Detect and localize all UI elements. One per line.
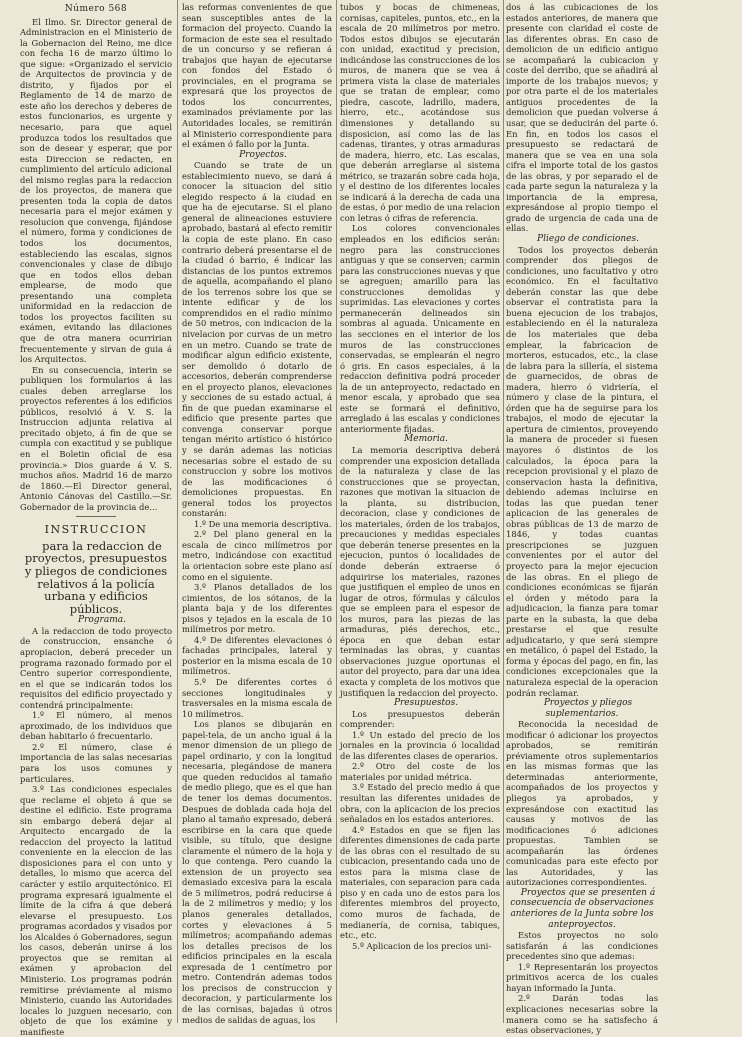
paragraph: las reformas convenientes de que sean susceptibles antes de la formacion del proyecto. Cuando la formacion de este sea el resultado de un concurso y se refieran á trabajos que hayan de ejecutarse con fondos del Estado ó provinciales, en el programa se expresará que los proyectos de todos los concurrentes, examinados préviamente por las Autoridades locales, se remitirán al Ministerio correspondiente para el exámen ó fallo por la Junta. xyxy=(182,2,332,150)
paragraph: Cuando se trate de un establecimiento nuevo, se dará á conocer la situacion del sitio elegido respecto á la ciudad en que ha de ejecutarse. Si el plano general de alineaciones estuviere aprobado, bastará al efecto remitir la copia de este plano. En caso contrario deberá presentarse el de la ciudad ó barrio, é indicar las distancias de los puntos extremos de aquella, acompañando el plano de los terrenos sobre los que se intente edificar y de los comprendidos en el radio mínimo de 50 metros, con indicacion de la nivelacion por curvas de un metro en un metro. Cuando se trate de modificar algun edificio existente, ser demolido ó dotarlo de accesorios, deberán comprenderse en el proyecto planos, elevaciones y secciones de su estado actual, á fin de que puedan examinarse el edificio que presente partes que convenga conservar porque tengan mérito artístico ó histórico y se darán ademas las noticias necesarias sobre el estado de su construccion y sobre los motivos de las modificaciones ó demoliciones propuestas. En general todos los proyectos constarán: xyxy=(182,160,332,519)
column-rule xyxy=(177,0,178,1023)
paragraph: A la redaccion de todo proyecto de construccion, ensanche ó apropiacion, deberá preceder un programa razonado formado por el Centro superior correspondiente, en el que se indicarán todos los requisitos del edificio proyectado y contendrá principalmente: xyxy=(20,625,172,710)
column-3 xyxy=(340,2,500,1025)
paragraph: La memoria descriptiva deberá comprender una exposicion detallada de la naturaleza y clase de las construcciones que se proyectan, razones que motivan la situacion de la planta, su distribucion, decoracion, clase y condiciones de los materiales, órden de los trabajos, precauciones y medidas especiales que deberán tenerse presentes en la ejecucion, puntos ó localidades de donde deberán extraerse ó adquirirse los materiales, razones que justifiquen el empleo de unos en lugar de otros, fórmulas y cálculos que se empleen para el espesor de los muros, para las piezas de las armaduras, piés derechos, etc., época en que deban estar terminadas las obras, y cuantas observaciones juzgue oportunas el autor del proyecto, para dar una idea exacta y completa de los motivos que justifiquen la redaccion del proyecto. xyxy=(340,444,500,698)
paragraph: 5.º Aplicacion de los precios uni- xyxy=(352,940,492,951)
paragraph: 2.º Del plano general en la escala de cinco milímetros por metro, indicándose con exactitud la orientacion sobre este plano así como en el siguiente. xyxy=(182,529,332,582)
paragraph: 1.º El número, al menos aproximado, de los individuos que deban habitarlo ó frecuentarlo. xyxy=(20,710,172,742)
paragraph: En su consecuencia, interin se publiquen los formularios á las cuales deben arreglarse los proyectos referentes á los edificios públicos, resolvió á V. S. la Instruccion adjunta relativa al precitado objeto, á fin de que se cumpla con exactitud y se publique en el Boletin oficial de esa provincia.» Dios guarde á V. S. muchos años. Madrid 16 de marzo de 1860.—El Director general, Antonio Cánovas del Castillo.—Sr. Gobernador de la provincia de... xyxy=(20,364,172,512)
paragraph: 4.º De diferentes elevaciones ó fachadas principales, lateral y posterior en la misma escala de 10 milímetros. xyxy=(182,634,332,677)
paragraph: 1.º Representarán los proyectos primitivos acerca de los cuales hayan informado la Junta. xyxy=(506,961,658,993)
section-heading: Proyectos y pliegos suplementarios. xyxy=(543,698,633,719)
paragraph: 3.º Las condiciones especiales que reclame el objeto á que se destine el edificio. Este programa sin embargo deberá dejar al Arquitecto encargado de la redaccion del proyecto la latitud conveniente en la eleccion de las disposiciones para el con unto y detalles, lo mismo que acerca del carácter y estilo arquitectónico. El programa expresará igualmente el límite de la cifra á que deberá elevarse el presupuesto. Los programas acordados y visados por los Alcaldes ó Gobernadores, segun los casos, deberán unirse á los proyectos que se remitan al exámen y aprobacion del Ministerio. Los programas podrán remitirse préviamente al mismo Ministerio, cuando las Autoridades locales lo juzguen necesario, con objeto de que los exámine y manifieste xyxy=(20,784,172,1037)
paragraph: Reconocida la necesidad de modificar ó adicionar los proyectos aprobados, se remitirán préviamente otros suplementarios en las mismas formas que las determinadas anteriormente, acompañados de los proyectos y pliegos ya aprobados, y expresándose con exactitud las causas y motivos de las modificaciones ó adiciones propuestas. Tambien se acompañarán las órdenes comunicadas para este efecto por las Autoridades, y las autorizaciones correspondientes. xyxy=(506,719,658,888)
paragraph: tubos y bocas de chimeneas, cornisas, capiteles, puntos, etc., en la escala de 20 milímetros por metro. Todos estos dibujos se ejecutarán con unidad, exactitud y precision, indicándose las construcciones de los muros, de manera que se vea á primera vista la clase de materiales que se tratan de emplear, como piedra, cascote, ladrillo, madera, hierro, etc., acotándose sus dimensiones y detallando su disposicion, así como las de las cadenas, tirantes, y otras armaduras de madera, hierro, etc. Las escalas, que deberán arreglarse al sistema métrico, se trazarán sobre cada hoja, y el destino de los diferentes locales se indicará á la derecha de cada una de estas, ó por medio de una relacion con letras ó cifras de referencia. xyxy=(340,2,500,223)
paragraph: 2.º Otro del coste de los materiales por unidad métrica. xyxy=(340,761,500,782)
section-heading: Memoria. xyxy=(404,434,448,445)
section-heading: Programa. xyxy=(78,615,126,626)
section-heading: Proyectos que se presenten á consecuencia de observaciones anteriores de la Junta sobre los anteproyectos. xyxy=(510,887,656,930)
paragraph: 1.º De una memoria descriptiva. xyxy=(194,518,332,529)
instruction-title: INSTRUCCION xyxy=(44,523,148,537)
column-rule xyxy=(503,0,504,1023)
paragraph: 3.º Estado del precio medio á que resultan las diferentes unidades de obra, con la aplicacion de los precios señalados en los estados anteriores. xyxy=(340,782,500,825)
column-2 xyxy=(182,2,332,1025)
divider xyxy=(76,516,116,517)
issue-number: Número 568 xyxy=(64,4,128,14)
section-heading: Presupuestos. xyxy=(393,698,459,709)
paragraph: Los planos se dibujarán en papel-tela, de un ancho igual á la menor dimension de un pliego de papel ordinario, y con la longitud necesaria, plegándose de manera que queden reducidos al tamaño de medio pliego, que es el que han de tener los demas documentos. Despues de doblada cada hoja del plano al tamaño expresado, deberá escribirse en la cara que quede visible, su título, que designe claramente el número de la hoja y lo que contenga. Pero cuando la extension de un proyecto sea demasiado excesiva para la escala de 5 milímetros, podrá reducirse á la de 2 milímetros y medio; y los planos generales detallados, cortes y elevaciones á 5 milímetros; acompañando ademas los detalles precisos de los edificios principales en la escala expresada de 1 centímetro por metro. Contendrán ademas todos los precisos de construccion y decoracion, y particularmente los de las cornisas, bajadas ú otros medios de salidas de aguas, los xyxy=(182,719,332,1025)
column-4 xyxy=(506,2,658,1036)
paragraph: Todos los proyectos deberán comprender dos pliegos de condiciones, uno facultativo y otro económico. En el facultativo deberán constar las que debe observar el contratista para la buena ejecucion de los trabajos, estableciendo en él la naturaleza de los materiales que deba emplear, la fabricacion de morteros, estucados, etc., la clase de labra para la sillería, el sistema de guarnecidos, de obras de madera, hierro ó vidriería, el número y clase de la pintura, el órden que ha de seguirse para los trabajos, el modo de ejecutar la apertura de cimientos, proveyendo la manera de proceder si fuesen mayores ó distintos de los calculados, la época para la recepcion provisional y el plazo de conservacion hasta la definitiva, debiendo ademas incluirse en todas las que puedan tener aplicacion de las generales de obras públicas de 13 de marzo de 1846, y todas cuantas prescripciones se juzguen convenientes por el autor del proyecto para la mejor ejecucion de las obras. En el pliego de condiciones económicas se fijarán el órden y método para la adjudicacion, la fianza para tomar parte en la subasta, la que deba prestarse el que resulte adjudicatario, y que será siempre en metálico, ó papel del Estado, la forma y épocas del pago, en fin, las condiciones excepcionales que la naturaleza especial de la operacion podrán reclamar. xyxy=(506,244,658,698)
column-1 xyxy=(20,4,172,1037)
paragraph: Estos proyectos no solo satisfarán á las condiciones precedentes sino que ademas: xyxy=(506,930,658,962)
paragraph: 2.º Darán todas las explicaciones necesarias sobre la manera como se ha satisfecho á estas observaciones, y xyxy=(506,993,658,1036)
paragraph: dos á las cubicaciones de los estados anteriores, de manera que presente con claridad el coste de las diferentes obras. En caso de demolicion de un edificio antiguo se acompañará la cubicacion y coste del derribo, que se añadirá al importe de los trabajos nuevos; y por otra parte el de los materiales antiguos procedentes de la demolicion que puedan volverse á usar, que se deducirán del parte ó. En fin, en todos los casos el presupuesto se redactará de manera que se vea en una sola cifra el importe total de los gastos de las obras, y por separado el de cada parte segun la naturaleza y la importancia de la empresa, expresándose al propio tiempo el grado de urgencia de cada una de ellas. xyxy=(506,2,658,234)
paragraph: 1.º Un estado del precio de los jornales en la provincia ó localidad de las diferentes clases de operarios. xyxy=(340,729,500,761)
paragraph: Los presupuestos deberán comprender: xyxy=(340,708,500,730)
paragraph: 2.º El número, clase é importancia de las salas necesarias para los usos comunes y particulares. xyxy=(20,741,172,784)
section-heading: Proyectos. xyxy=(239,149,287,160)
paragraph: 3.º Planos detallados de los cimientos, de los sótanos, de la planta baja y de los diferentes pisos y tejados en la escala de 10 milímetros por metro. xyxy=(182,582,332,635)
column-rule xyxy=(336,0,337,1023)
paragraph: El Ilmo. Sr. Director general de Administracion en el Ministerio de la Gobernacion del Reino, me dice con fecha 16 de marzo último lo que sigue: «Organizado el servicio de Arquitectos de provincia y de distrito, y fijados por el Reglamento de 14 de marzo de este año los derechos y deberes de estos funcionarios, es urgente y necesario, para que aquel produzca todos los resultados que son de desear y esperar, que por esta Direccion se redacten, en cumplimiento del artículo adicional del mismo reglas para la redaccion de los proyectos, de manera que presenten toda la copia de datos necesaria para el mejor exámen y resolucion que convenga, fijándose el número, forma y condiciones de todos los documentos, estableciendo las escalas, signos convencionales y clase de dibujo que en todos ellos deban emplearse, de modo que presentando una completa uniformidad en la redaccion de todos los proyectos faciliten su exámen, evitando las dilaciones que de otra manera ocurririan frecuentemente y sirvan de guia á los Arquitectos. xyxy=(20,16,172,365)
paragraph: 4.º Estados en que se fijen las diferentes dimensiones de cada parte de las obras con el resultado de su cubicacion, presentando cada uno de estos para la misma clase de materiales, con separacion para cada piso y en cada uno de estos para los diferentes miembros del proyecto, como muros de fachada, de medianería, de cornisa, tabiques, etc., etc. xyxy=(340,824,500,941)
section-heading: Pliego de condiciones. xyxy=(537,234,639,245)
instruction-subtitle: para la redaccion de proyectos, presupuestos y pliegos de condiciones relativos á la policía urbana y edificios públicos. xyxy=(24,538,168,616)
paragraph: Los colores convencionales empleados en los edificios serán: negro para las construcciones antiguas y que se conserven; carmin para las construcciones nuevas y que se agreguen; amarillo para las construcciones demolidas y suprimidas. Las elevaciones y cortes permanecerán delineados sin sombras al aguada. Únicamente en las secciones en el interior de los muros de las construcciones conservadas, se emplearán el negro ó gris. En casos especiales, á la redaccion definitiva podrá proceder la de un anteproyecto, redactado en menor escala, y aprobado que sea este se formará el definitivo, arreglado á las escalas y condiciones anteriormente fijadas. xyxy=(340,223,500,434)
paragraph: 5.º De diferentes cortes ó secciones longitudinales y trasversales en la misma escala de 10 milímetros. xyxy=(182,677,332,719)
